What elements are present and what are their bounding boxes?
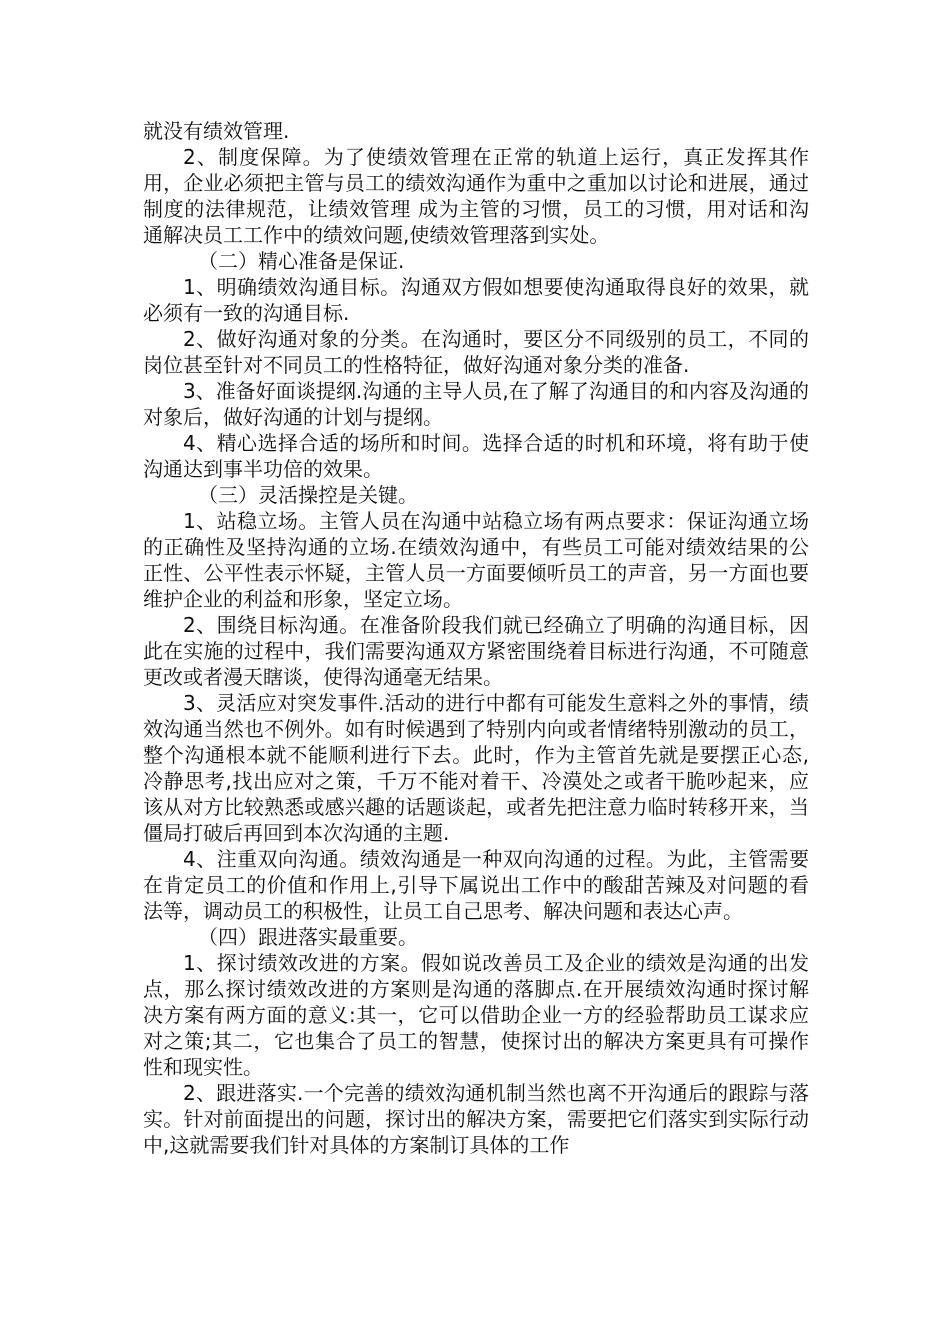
paragraph-interview-outline: 3、准备好面谈提纲.沟通的主导人员,在了解了沟通目的和内容及沟通的对象后，做好沟通的计划与提纲。 [143, 379, 809, 429]
paragraph-continuation: 就没有绩效管理. [143, 119, 290, 143]
document-body [143, 118, 809, 1158]
paragraph-choose-venue: 4、精心选择合适的场所和时间。选择合适的时机和环境，将有助于使沟通达到事半功倍的效果。 [143, 431, 809, 481]
paragraph-firm-stance: 1、站稳立场。主管人员在沟通中站稳立场有两点要求：保证沟通立场的正确性及坚持沟通的立场.在绩效沟通中，有些员工可能对绩效结果的公正性、公平性表示怀疑，主管人员一方面要倾听员工的声音，另一方面也要维护企业的利益和形象，坚定立场。 [143, 509, 809, 611]
section-heading-follow-up: （四）跟进落实最重要。 [198, 925, 418, 949]
paragraph-implementation: 2、跟进落实.一个完善的绩效沟通机制当然也离不开沟通后的跟踪与落实。针对前面提出的问题，探讨出的解决方案，需要把它们落实到实际行动中,这就需要我们针对具体的方案制订具体的工作 [143, 1081, 809, 1157]
paragraph-classify-objects: 2、做好沟通对象的分类。在沟通时，要区分不同级别的员工，不同的岗位甚至针对不同员工的性格特征，做好沟通对象分类的准备. [143, 327, 809, 377]
section-heading-preparation: （二）精心准备是保证. [198, 249, 405, 273]
paragraph-clear-goals: 1、明确绩效沟通目标。沟通双方假如想要使沟通取得良好的效果，就必须有一致的沟通目标. [143, 275, 809, 325]
section-heading-flexible-control: （三）灵活操控是关键。 [198, 483, 418, 507]
paragraph-two-way: 4、注重双向沟通。绩效沟通是一种双向沟通的过程。为此，主管需要在肯定员工的价值和作用上,引导下属说出工作中的酸甜苦辣及对问题的看法等，调动员工的积极性，让员工自己思考、解决问题和表达心声。 [143, 847, 809, 923]
paragraph-system-guarantee: 2、制度保障。为了使绩效管理在正常的轨道上运行，真正发挥其作用，企业必须把主管与员工的绩效沟通作为重中之重加以讨论和进展，通过制度的法律规范，让绩效管理 成为主管的习惯，员工的习惯，用对话和沟通解决员工工作中的绩效问题,使绩效管理落到实处。 [143, 145, 809, 247]
paragraph-improvement-plan: 1、探讨绩效改进的方案。假如说改善员工及企业的绩效是沟通的出发点，那么探讨绩效改进的方案则是沟通的落脚点.在开展绩效沟通时探讨解决方案有两方面的意义:其一，它可以借助企业一方的经验帮助员工谋求应对之策;其二，它也集合了员工的智慧，使探讨出的解决方案更具有可操作性和现实性。 [143, 951, 809, 1079]
paragraph-goal-communication: 2、围绕目标沟通。在准备阶段我们就已经确立了明确的沟通目标，因此在实施的过程中，我们需要沟通双方紧密围绕着目标进行沟通，不可随意更改或者漫天瞎谈，使得沟通毫无结果。 [143, 613, 809, 689]
paragraph-emergencies: 3、灵活应对突发事件.活动的进行中都有可能发生意料之外的事情，绩效沟通当然也不例外。如有时候遇到了特别内向或者情绪特别激动的员工，整个沟通根本就不能顺利进行下去。此时，作为主管首先就是要摆正心态,冷静思考,找出应对之策，千万不能对着干、冷漠处之或者干脆吵起来，应该从对方比较熟悉或感兴趣的话题谈起，或者先把注意力临时转移开来，当僵局打破后再回到本次沟通的主题. [143, 691, 809, 845]
